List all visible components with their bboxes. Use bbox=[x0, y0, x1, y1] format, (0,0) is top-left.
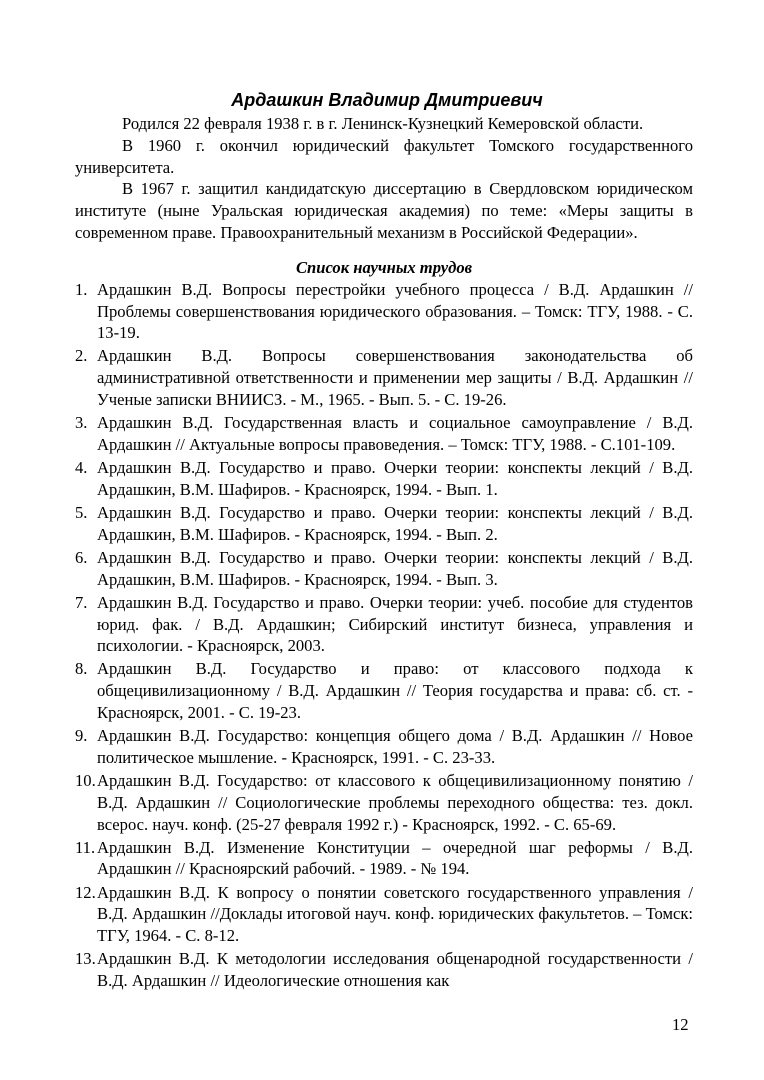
work-item bbox=[75, 457, 693, 501]
bio-paragraph-dissertation: В 1967 г. защитил кандидатскую диссертацию в Свердловском юридическом институте (ныне Уральская юридическая академия) по теме: «Меры защиты в современном праве. Правоохранительный механизм в Российской Федерации». bbox=[75, 179, 693, 242]
work-item bbox=[75, 948, 693, 992]
work-number: 5. bbox=[75, 502, 88, 522]
work-text: Ардашкин В.Д. Государство: концепция общего дома / В.Д. Ардашкин // Новое политическое мышление. - Красноярск, 1991. - С. 23-33. bbox=[97, 726, 693, 767]
work-item bbox=[75, 279, 693, 344]
work-number: 6. bbox=[75, 547, 88, 567]
work-text: Ардашкин В.Д. Государство и право. Очерки теории: конспекты лекций / В.Д. Ардашкин, В.М. Шафиров. - Красноярск, 1994. - Вып. 2. bbox=[97, 502, 693, 544]
works-list bbox=[75, 279, 693, 992]
work-number: 1. bbox=[75, 279, 88, 299]
work-text: Ардашкин В.Д. Вопросы совершенствования законодательства об административной ответственности и применении мер защиты / В.Д. Ардашкин // Ученые записки ВНИИСЗ. - М., 1965. - Вып. 5. - С. 19-26. bbox=[97, 346, 693, 410]
work-text: Ардашкин В.Д. К методологии исследования общенародной государственности / В.Д. Ардашкин // Идеологические отношения как bbox=[97, 949, 693, 991]
biography bbox=[75, 113, 693, 244]
work-text: Ардашкин В.Д. К вопросу о понятии советского государственного управления / В.Д. Ардашкин //Доклады итоговой науч. конф. юридических факультетов. – Томск: ТГУ, 1964. - С. 8-12. bbox=[97, 882, 693, 946]
work-text: Ардашкин В.Д. Государственная власть и социальное самоуправление / В.Д. Ардашкин // Актуальные вопросы правоведения. – Томск: ТГУ, 1988. - С.101-109. bbox=[97, 413, 693, 454]
work-item bbox=[75, 345, 693, 410]
work-item bbox=[75, 592, 693, 657]
person-name-title: Ардашкин Владимир Дмитриевич bbox=[231, 90, 543, 110]
work-text: Ардашкин В.Д. Государство и право: от классового подхода к общецивилизационному / В.Д. Ардашкин // Теория государства и права: сб. ст. - Красноярск, 2001. - С. 19-23. bbox=[97, 659, 693, 722]
bio-paragraph-birth: Родился 22 февраля 1938 г. в г. Ленинск-Кузнецкий Кемеровской области. bbox=[122, 114, 644, 133]
work-item bbox=[75, 837, 693, 881]
work-number: 12. bbox=[75, 882, 96, 902]
work-item bbox=[75, 770, 693, 835]
work-text: Ардашкин В.Д. Государство: от классового к общецивилизационному понятию / В.Д. Ардашкин // Социологические проблемы переходного общества: тез. докл. всерос. науч. конф. (25-27 февраля 1992 г.) - Красноярск, 1992. - С. 65-69. bbox=[97, 770, 693, 834]
work-number: 2. bbox=[75, 346, 88, 366]
work-text: Ардашкин В.Д. Изменение Конституции – очередной шаг реформы / В.Д. Ардашкин // Красноярский рабочий. - 1989. - № 194. bbox=[97, 837, 693, 879]
work-text: Ардашкин В.Д. Вопросы перестройки учебного процесса / В.Д. Ардашкин // Проблемы совершенствования юридического образования. – Томск: ТГУ, 1988. - С. 13-19. bbox=[97, 279, 693, 343]
work-text: Ардашкин В.Д. Государство и право. Очерки теории: конспекты лекций / В.Д. Ардашкин, В.М. Шафиров. - Красноярск, 1994. - Вып. 1. bbox=[97, 458, 693, 499]
work-item bbox=[75, 658, 693, 723]
work-item bbox=[75, 547, 693, 591]
work-text: Ардашкин В.Д. Государство и право. Очерки теории: конспекты лекций / В.Д. Ардашкин, В.М. Шафиров. - Красноярск, 1994. - Вып. 3. bbox=[97, 547, 693, 589]
document-page bbox=[75, 88, 693, 993]
work-number: 7. bbox=[75, 592, 88, 612]
work-number: 13. bbox=[75, 949, 96, 969]
work-number: 3. bbox=[75, 413, 88, 433]
bio-paragraph-education: В 1960 г. окончил юридический факультет Томского государственного университета. bbox=[75, 135, 693, 177]
work-number: 4. bbox=[75, 458, 88, 478]
works-section-title: Список научных трудов bbox=[295, 257, 473, 277]
work-number: 10. bbox=[75, 770, 96, 790]
work-item bbox=[75, 502, 693, 546]
page-number: 12 bbox=[672, 1015, 689, 1034]
work-number: 8. bbox=[75, 659, 88, 679]
work-item bbox=[75, 725, 693, 769]
work-item bbox=[75, 882, 693, 947]
work-text: Ардашкин В.Д. Государство и право. Очерки теории: учеб. пособие для студентов юрид. фак. / В.Д. Ардашкин; Сибирский институт бизнеса, управления и психологии. - Красноярск, 2003. bbox=[97, 592, 693, 656]
work-number: 11. bbox=[75, 837, 96, 857]
work-number: 9. bbox=[75, 726, 88, 746]
work-item bbox=[75, 412, 693, 456]
